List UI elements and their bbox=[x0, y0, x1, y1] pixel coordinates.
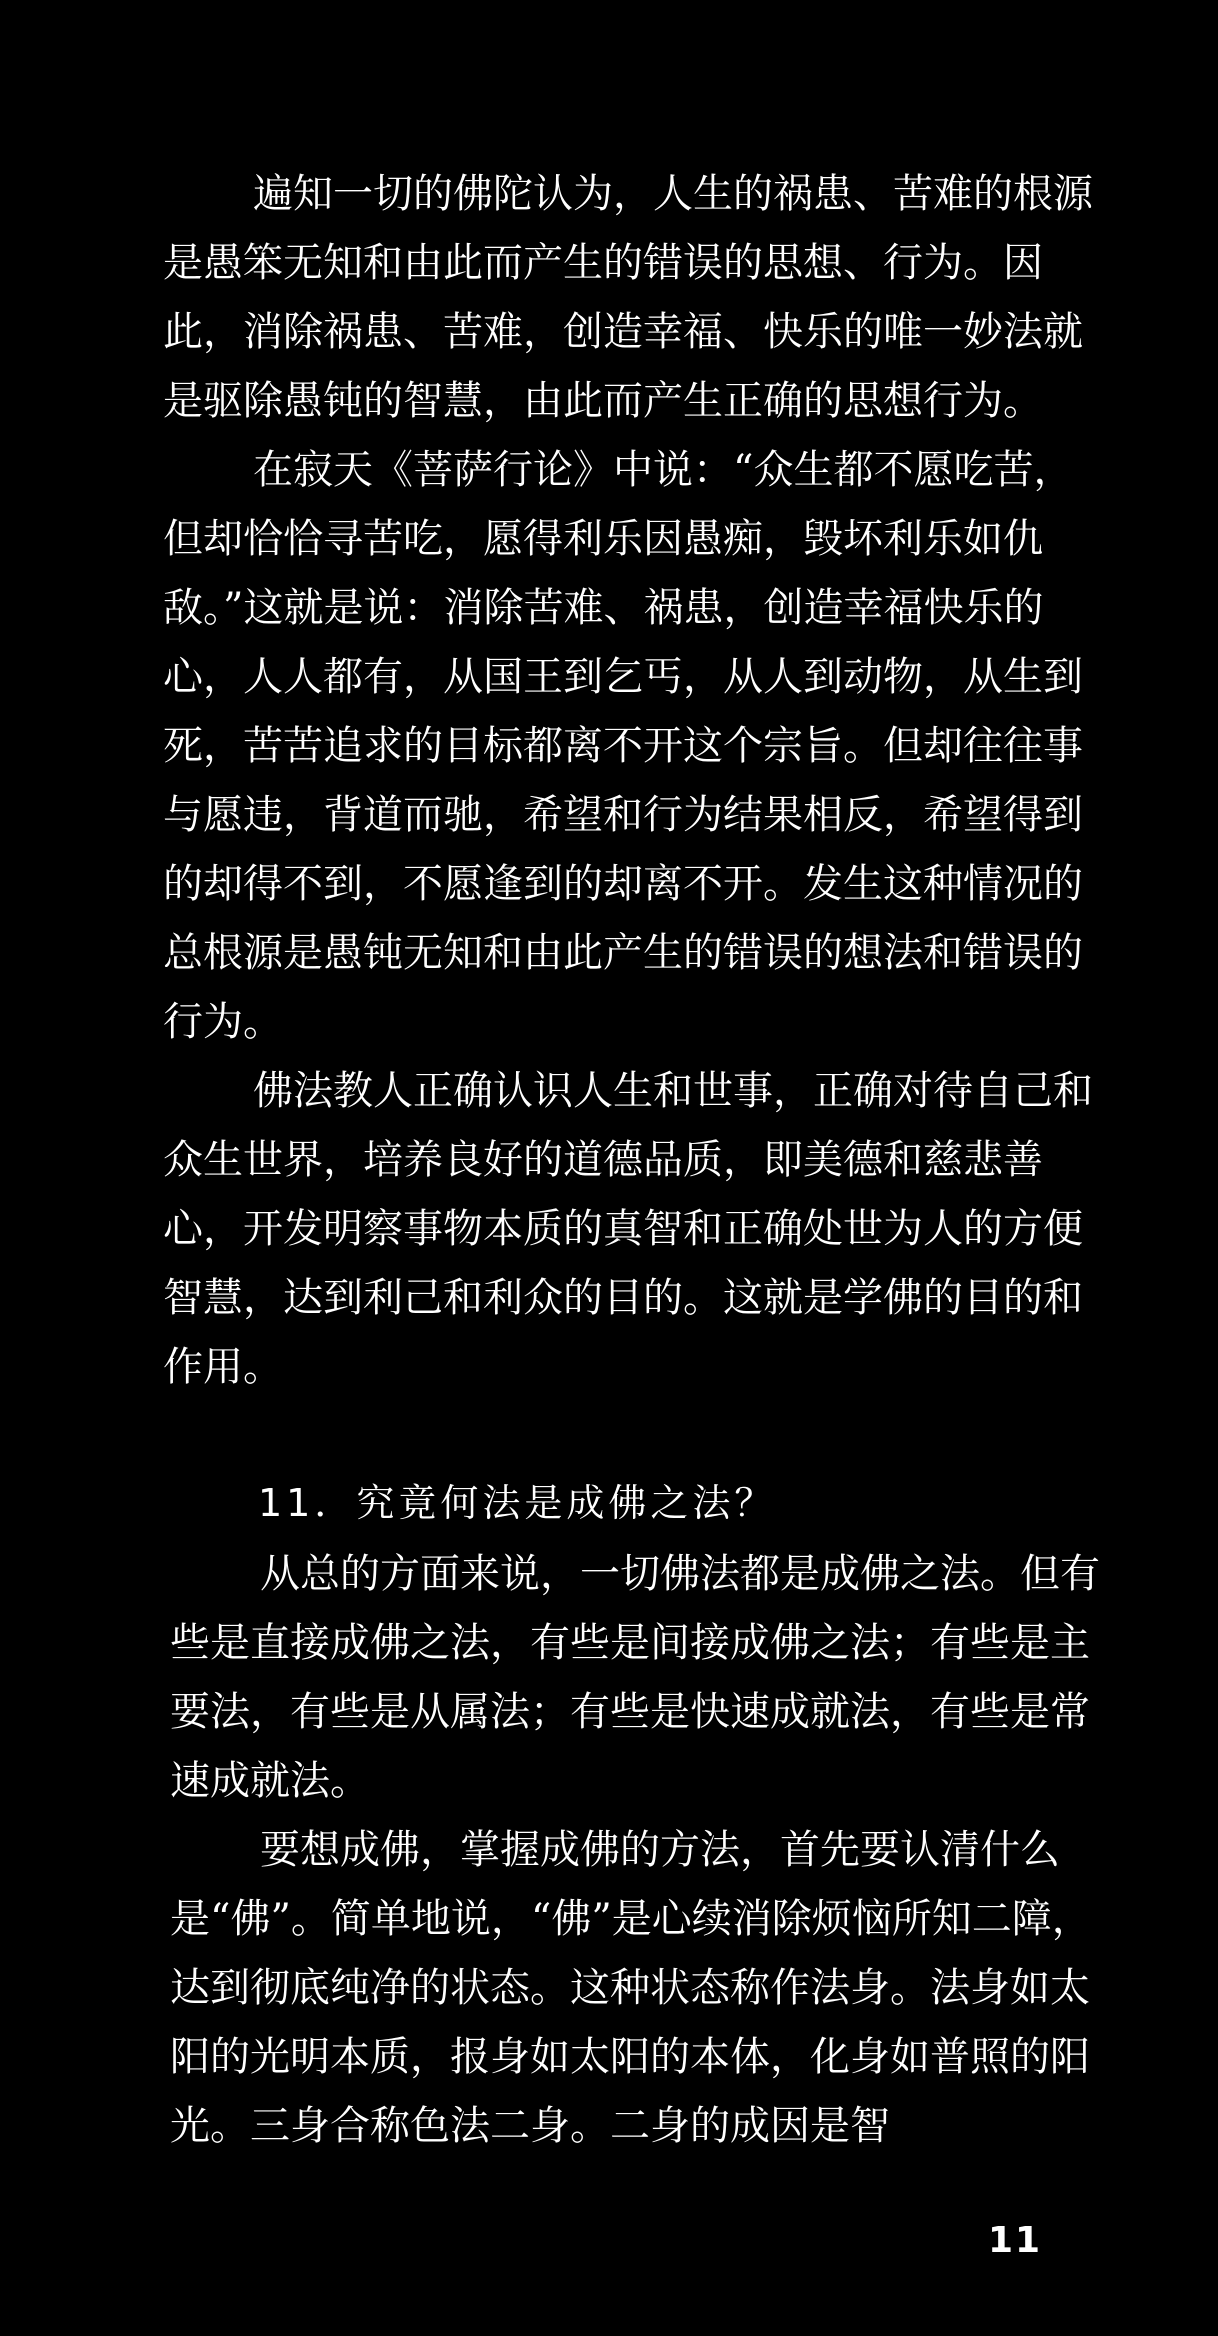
paragraph: 佛法教人正确认识人生和世事，正确对待自己和众生世界，培养良好的道德品质，即美德和慈悲善心，开发明察事物本质的真智和正确处世为人的方便智慧，达到利己和利众的目的。这就是学佛的目的和作用。 bbox=[163, 1068, 1093, 1390]
paragraph: 要想成佛，掌握成佛的方法，首先要认清什么是“佛”。简单地说，“佛”是心续消除烦恼所知二障，达到彻底纯净的状态。这种状态称作法身。法身如太阳的光明本质，报身如太阳的本体，化身如普照的阳光。三身合称色法二身。二身的成因是智 bbox=[170, 1827, 1092, 2149]
body-text-lower bbox=[170, 1540, 1105, 2161]
page-number: 11 bbox=[988, 2220, 1043, 2261]
paragraph: 遍知一切的佛陀认为，人生的祸患、苦难的根源是愚笨无知和由此而产生的错误的思想、行为。因此，消除祸患、苦难，创造幸福、快乐的唯一妙法就是驱除愚钝的智慧，由此而产生正确的思想行为。 bbox=[163, 171, 1093, 424]
paragraph: 在寂天《菩萨行论》中说：“众生都不愿吃苦，但却恰恰寻苦吃，愿得利乐因愚痴，毁坏利乐如仇敌。”这就是说：消除苦难、祸患，创造幸福快乐的心，人人都有，从国王到乞丐，从人到动物，从生到死，苦苦追求的目标都离不开这个宗旨。但却往往事与愿违，背道而驰，希望和行为结果相反，希望得到的却得不到，不愿逢到的却离不开。发生这种情况的总根源是愚钝无知和由此产生的错误的想法和错误的行为。 bbox=[163, 447, 1083, 1045]
section-heading: 11．究竟何法是成佛之法？ bbox=[258, 1481, 777, 1525]
paragraph: 从总的方面来说，一切佛法都是成佛之法。但有些是直接成佛之法，有些是间接成佛之法；有些是主要法，有些是从属法；有些是快速成就法，有些是常速成就法。 bbox=[170, 1551, 1100, 1804]
body-text-upper bbox=[163, 160, 1103, 1402]
